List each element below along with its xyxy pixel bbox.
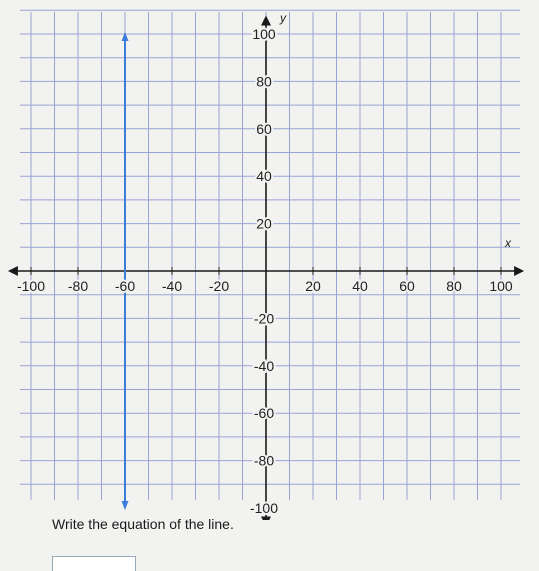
y-axis-arrow-up <box>261 16 271 26</box>
y-tick-label: -40 <box>253 357 275 374</box>
x-tick-label: -40 <box>161 278 183 294</box>
tick-labels <box>17 11 513 516</box>
x-axis-label: x <box>505 236 512 250</box>
y-tick-label: 80 <box>256 73 272 90</box>
x-tick-label: -100 <box>16 278 46 294</box>
y-tick-label: -100 <box>249 500 279 516</box>
x-axis-arrow-left <box>8 266 18 276</box>
question-text: Write the equation of the line. <box>52 516 234 532</box>
x-tick-label: 60 <box>399 278 415 294</box>
x-tick-label: 80 <box>446 278 462 294</box>
y-tick-label: -60 <box>253 405 275 422</box>
x-tick-label: 100 <box>489 278 513 294</box>
x-tick-label: -60 <box>114 278 136 294</box>
x-axis-arrow-right <box>514 266 524 276</box>
y-tick-label: 20 <box>256 215 272 232</box>
x-tick-label: 40 <box>352 278 368 294</box>
x-tick-label: -20 <box>208 278 230 294</box>
axes <box>8 16 524 520</box>
x-tick-label: -80 <box>67 278 89 294</box>
y-tick-label: 60 <box>256 120 272 137</box>
y-axis-label: y <box>280 11 286 26</box>
y-tick-label: -80 <box>253 452 275 469</box>
series-arrow-end <box>122 501 129 510</box>
y-tick-label: 100 <box>252 26 276 42</box>
y-axis-arrow-down <box>261 516 271 520</box>
series-arrow-start <box>122 32 129 41</box>
x-tick-label: 20 <box>305 278 321 294</box>
y-tick-label: 40 <box>256 168 272 185</box>
answer-input[interactable] <box>52 556 136 571</box>
y-tick-label: -20 <box>253 310 275 327</box>
